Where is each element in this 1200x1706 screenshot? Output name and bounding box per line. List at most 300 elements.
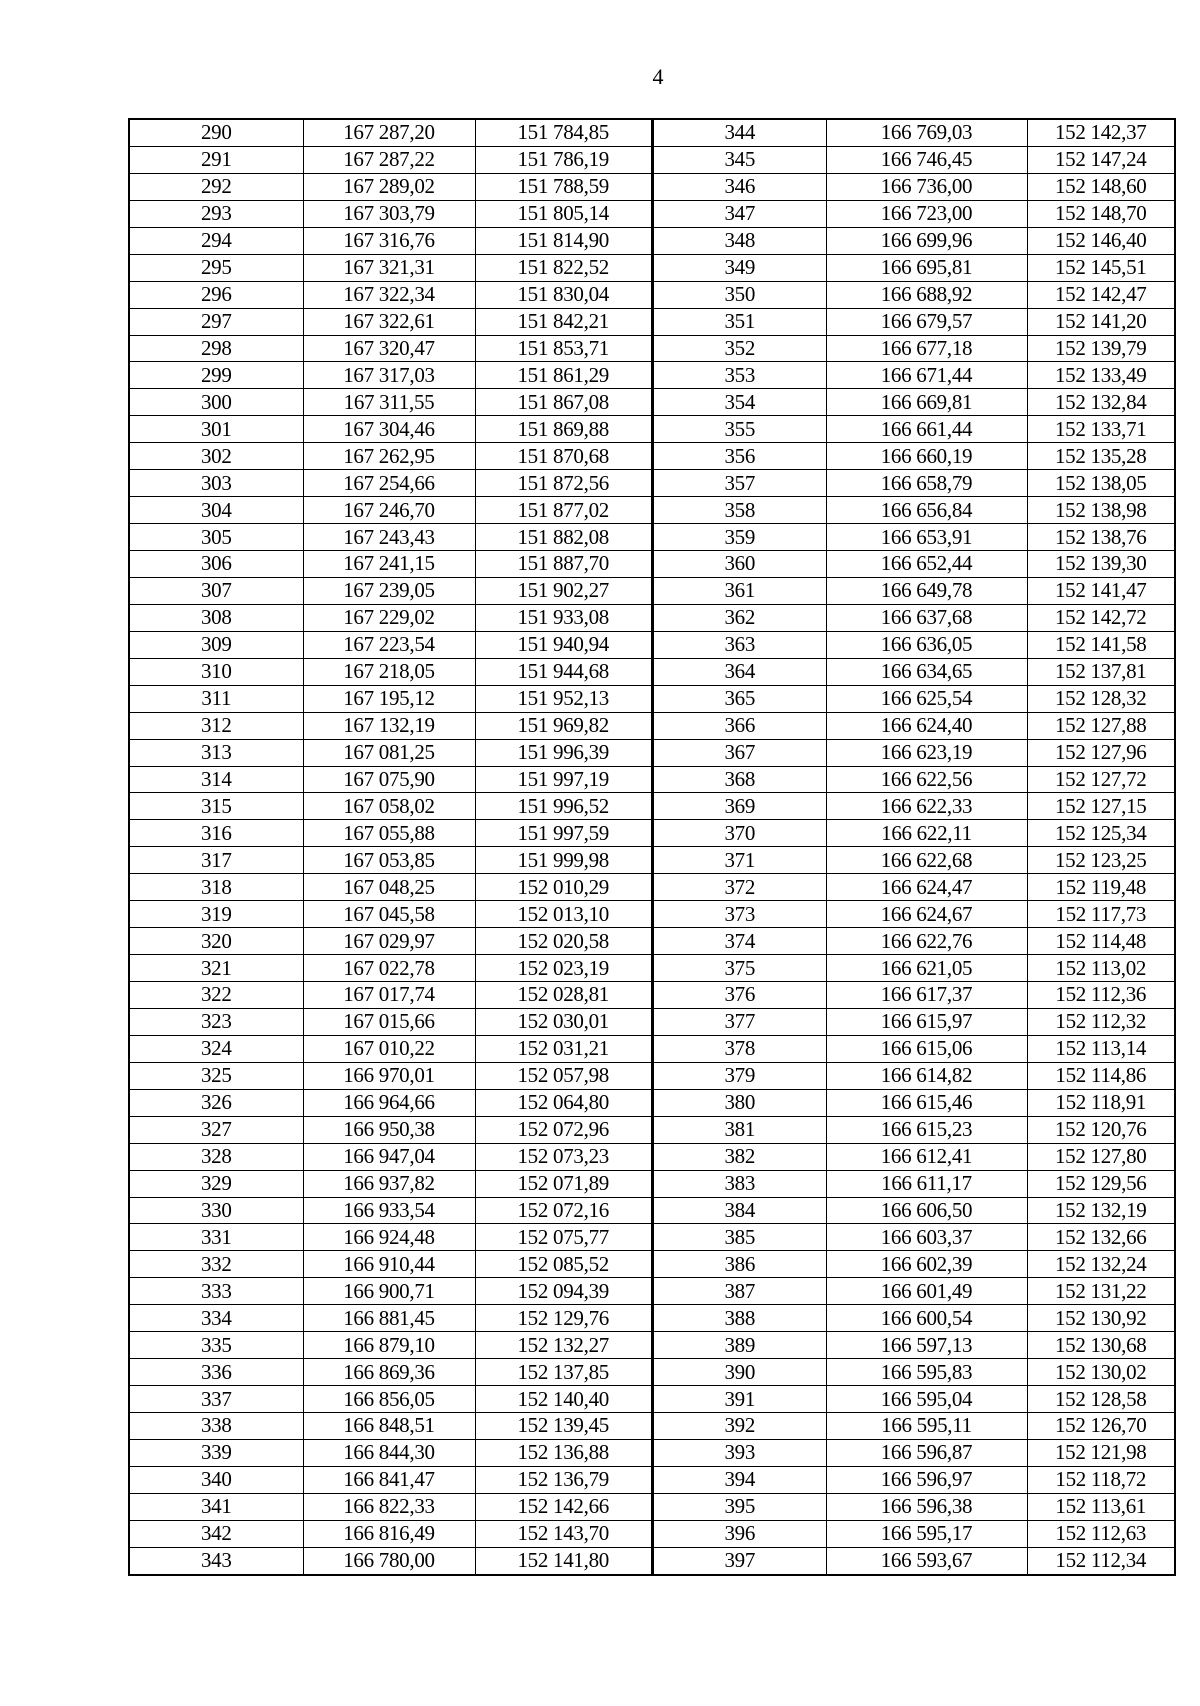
coordinate-x-cell: 166 596,38: [826, 1493, 1027, 1520]
coordinate-y-cell: 152 075,77: [475, 1224, 652, 1251]
point-number-cell: 339: [129, 1439, 303, 1466]
coordinate-y-cell: 152 139,79: [1027, 335, 1175, 362]
table-row: [129, 1332, 652, 1359]
table-row: [653, 1278, 1175, 1305]
coordinate-x-cell: 166 596,87: [826, 1439, 1027, 1466]
coordinate-x-cell: 166 600,54: [826, 1305, 1027, 1332]
coordinate-x-cell: 166 848,51: [303, 1413, 475, 1440]
coordinate-x-cell: 166 621,05: [826, 955, 1027, 982]
point-number-cell: 347: [653, 200, 826, 227]
coordinate-x-cell: 166 656,84: [826, 497, 1027, 524]
coordinate-x-cell: 167 262,95: [303, 443, 475, 470]
coordinate-y-cell: 152 142,66: [475, 1493, 652, 1520]
coordinate-x-cell: 166 950,38: [303, 1116, 475, 1143]
point-number-cell: 374: [653, 928, 826, 955]
coordinate-x-cell: 166 822,33: [303, 1493, 475, 1520]
point-number-cell: 323: [129, 1008, 303, 1035]
table-row: [653, 1224, 1175, 1251]
coordinate-x-cell: 166 669,81: [826, 389, 1027, 416]
coordinate-x-cell: 166 612,41: [826, 1143, 1027, 1170]
table-row: [129, 820, 652, 847]
point-number-cell: 291: [129, 146, 303, 173]
table-row: [653, 874, 1175, 901]
coordinate-x-cell: 166 661,44: [826, 416, 1027, 443]
coordinate-y-cell: 152 131,22: [1027, 1278, 1175, 1305]
coordinate-y-cell: 151 822,52: [475, 254, 652, 281]
coordinate-y-cell: 152 094,39: [475, 1278, 652, 1305]
point-number-cell: 356: [653, 443, 826, 470]
coordinate-x-cell: 166 624,67: [826, 901, 1027, 928]
coordinate-x-cell: 166 634,65: [826, 658, 1027, 685]
coordinate-x-cell: 167 223,54: [303, 631, 475, 658]
point-number-cell: 326: [129, 1089, 303, 1116]
table-row: [129, 658, 652, 685]
point-number-cell: 336: [129, 1359, 303, 1386]
coordinate-y-cell: 152 126,70: [1027, 1413, 1175, 1440]
coordinate-x-cell: 167 239,05: [303, 577, 475, 604]
coordinate-x-cell: 167 075,90: [303, 766, 475, 793]
coordinate-x-cell: 166 624,47: [826, 874, 1027, 901]
coordinate-x-cell: 167 317,03: [303, 362, 475, 389]
coordinate-x-cell: 167 195,12: [303, 685, 475, 712]
point-number-cell: 385: [653, 1224, 826, 1251]
table-row: [129, 1278, 652, 1305]
coordinate-y-cell: 152 130,68: [1027, 1332, 1175, 1359]
coordinate-y-cell: 151 805,14: [475, 200, 652, 227]
table-row: [129, 227, 652, 254]
coordinate-x-cell: 166 844,30: [303, 1439, 475, 1466]
coordinate-y-cell: 152 123,25: [1027, 847, 1175, 874]
coordinate-y-cell: 151 944,68: [475, 658, 652, 685]
coordinate-y-cell: 152 072,96: [475, 1116, 652, 1143]
coordinate-y-cell: 151 786,19: [475, 146, 652, 173]
coordinate-y-cell: 151 784,85: [475, 119, 652, 146]
coordinate-x-cell: 167 029,97: [303, 928, 475, 955]
table-row: [653, 712, 1175, 739]
coordinate-x-cell: 166 746,45: [826, 146, 1027, 173]
point-number-cell: 307: [129, 577, 303, 604]
coordinate-y-cell: 152 114,48: [1027, 928, 1175, 955]
coordinate-x-cell: 166 970,01: [303, 1062, 475, 1089]
coordinate-x-cell: 166 649,78: [826, 577, 1027, 604]
table-row: [653, 1008, 1175, 1035]
point-number-cell: 298: [129, 335, 303, 362]
table-row: [129, 1089, 652, 1116]
table-row: [653, 658, 1175, 685]
table-row: [653, 119, 1175, 146]
table-row: [653, 362, 1175, 389]
coordinate-x-cell: 167 254,66: [303, 470, 475, 497]
coordinate-y-cell: 152 141,80: [475, 1547, 652, 1574]
coordinate-y-cell: 152 137,85: [475, 1359, 652, 1386]
table-row: [129, 254, 652, 281]
table-row: [653, 308, 1175, 335]
coordinate-y-cell: 152 130,02: [1027, 1359, 1175, 1386]
table-row: [129, 335, 652, 362]
coordinate-y-cell: 151 999,98: [475, 847, 652, 874]
coordinate-x-cell: 167 017,74: [303, 982, 475, 1009]
point-number-cell: 338: [129, 1413, 303, 1440]
table-row: [653, 1089, 1175, 1116]
point-number-cell: 332: [129, 1251, 303, 1278]
coordinate-x-cell: 167 022,78: [303, 955, 475, 982]
point-number-cell: 358: [653, 497, 826, 524]
coordinate-x-cell: 166 595,83: [826, 1359, 1027, 1386]
coordinate-y-cell: 152 072,16: [475, 1197, 652, 1224]
point-number-cell: 304: [129, 497, 303, 524]
coordinate-y-cell: 152 141,58: [1027, 631, 1175, 658]
coordinate-x-cell: 166 606,50: [826, 1197, 1027, 1224]
coordinate-x-cell: 167 246,70: [303, 497, 475, 524]
coordinate-y-cell: 152 143,70: [475, 1520, 652, 1547]
point-number-cell: 391: [653, 1386, 826, 1413]
table-row: [129, 308, 652, 335]
coordinate-y-cell: 151 996,39: [475, 739, 652, 766]
point-number-cell: 292: [129, 173, 303, 200]
point-number-cell: 373: [653, 901, 826, 928]
coordinate-x-cell: 166 595,17: [826, 1520, 1027, 1547]
coordinate-x-cell: 166 622,76: [826, 928, 1027, 955]
table-row: [653, 1466, 1175, 1493]
coordinate-x-cell: 167 322,61: [303, 308, 475, 335]
point-number-cell: 333: [129, 1278, 303, 1305]
point-number-cell: 349: [653, 254, 826, 281]
coordinate-y-cell: 152 112,36: [1027, 982, 1175, 1009]
table-row: [129, 524, 652, 551]
coordinate-y-cell: 151 887,70: [475, 551, 652, 578]
coordinate-x-cell: 166 636,05: [826, 631, 1027, 658]
point-number-cell: 296: [129, 281, 303, 308]
coordinate-y-cell: 152 146,40: [1027, 227, 1175, 254]
coordinate-x-cell: 167 218,05: [303, 658, 475, 685]
coordinates-table-right: [652, 118, 1176, 1576]
coordinate-y-cell: 152 141,20: [1027, 308, 1175, 335]
point-number-cell: 372: [653, 874, 826, 901]
coordinate-x-cell: 166 947,04: [303, 1143, 475, 1170]
table-row: [653, 928, 1175, 955]
point-number-cell: 293: [129, 200, 303, 227]
coordinate-x-cell: 166 615,46: [826, 1089, 1027, 1116]
table-row: [653, 1386, 1175, 1413]
point-number-cell: 389: [653, 1332, 826, 1359]
coordinate-x-cell: 166 723,00: [826, 200, 1027, 227]
table-row: [653, 631, 1175, 658]
coordinate-x-cell: 166 736,00: [826, 173, 1027, 200]
point-number-cell: 321: [129, 955, 303, 982]
table-row: [653, 847, 1175, 874]
coordinate-x-cell: 166 637,68: [826, 604, 1027, 631]
coordinate-y-cell: 152 127,15: [1027, 793, 1175, 820]
table-row: [129, 901, 652, 928]
point-number-cell: 312: [129, 712, 303, 739]
table-row: [129, 1224, 652, 1251]
table-row: [653, 1305, 1175, 1332]
coordinate-x-cell: 167 081,25: [303, 739, 475, 766]
point-number-cell: 384: [653, 1197, 826, 1224]
table-row: [653, 497, 1175, 524]
coordinate-x-cell: 167 058,02: [303, 793, 475, 820]
coordinate-y-cell: 152 112,32: [1027, 1008, 1175, 1035]
point-number-cell: 317: [129, 847, 303, 874]
point-number-cell: 290: [129, 119, 303, 146]
coordinate-x-cell: 166 679,57: [826, 308, 1027, 335]
table-row: [653, 416, 1175, 443]
point-number-cell: 363: [653, 631, 826, 658]
coordinate-y-cell: 152 139,45: [475, 1413, 652, 1440]
point-number-cell: 327: [129, 1116, 303, 1143]
point-number-cell: 367: [653, 739, 826, 766]
point-number-cell: 364: [653, 658, 826, 685]
coordinate-y-cell: 152 142,37: [1027, 119, 1175, 146]
table-row: [129, 1466, 652, 1493]
coordinate-x-cell: 166 597,13: [826, 1332, 1027, 1359]
point-number-cell: 377: [653, 1008, 826, 1035]
coordinate-y-cell: 152 112,63: [1027, 1520, 1175, 1547]
coordinate-y-cell: 152 120,76: [1027, 1116, 1175, 1143]
coordinate-y-cell: 152 117,73: [1027, 901, 1175, 928]
table-row: [653, 739, 1175, 766]
point-number-cell: 314: [129, 766, 303, 793]
table-row: [129, 766, 652, 793]
coordinate-x-cell: 167 316,76: [303, 227, 475, 254]
coordinates-table-left: [128, 118, 653, 1576]
table-row: [653, 793, 1175, 820]
coordinate-x-cell: 166 623,19: [826, 739, 1027, 766]
coordinate-y-cell: 152 030,01: [475, 1008, 652, 1035]
table-row: [129, 1035, 652, 1062]
table-row: [129, 1251, 652, 1278]
point-number-cell: 319: [129, 901, 303, 928]
coordinate-x-cell: 167 304,46: [303, 416, 475, 443]
table-row: [129, 1116, 652, 1143]
table-row: [653, 1520, 1175, 1547]
point-number-cell: 295: [129, 254, 303, 281]
point-number-cell: 329: [129, 1170, 303, 1197]
table-row: [129, 1008, 652, 1035]
coordinate-y-cell: 152 142,47: [1027, 281, 1175, 308]
table-row: [129, 497, 652, 524]
coordinate-x-cell: 167 045,58: [303, 901, 475, 928]
coordinate-y-cell: 152 128,32: [1027, 685, 1175, 712]
coordinate-y-cell: 152 142,72: [1027, 604, 1175, 631]
coordinate-y-cell: 152 136,79: [475, 1466, 652, 1493]
coordinate-y-cell: 152 138,76: [1027, 524, 1175, 551]
table-row: [129, 928, 652, 955]
coordinate-y-cell: 152 148,70: [1027, 200, 1175, 227]
coordinate-y-cell: 152 133,71: [1027, 416, 1175, 443]
point-number-cell: 383: [653, 1170, 826, 1197]
table-row: [653, 200, 1175, 227]
coordinate-y-cell: 151 814,90: [475, 227, 652, 254]
coordinate-y-cell: 152 113,02: [1027, 955, 1175, 982]
coordinate-y-cell: 152 119,48: [1027, 874, 1175, 901]
coordinate-y-cell: 151 830,04: [475, 281, 652, 308]
point-number-cell: 324: [129, 1035, 303, 1062]
table-row: [653, 1413, 1175, 1440]
table-row: [129, 173, 652, 200]
table-row: [653, 173, 1175, 200]
coordinate-y-cell: 152 057,98: [475, 1062, 652, 1089]
coordinate-y-cell: 151 969,82: [475, 712, 652, 739]
table-row: [653, 254, 1175, 281]
coordinate-x-cell: 166 615,97: [826, 1008, 1027, 1035]
table-row: [129, 1143, 652, 1170]
point-number-cell: 316: [129, 820, 303, 847]
table-row: [129, 551, 652, 578]
coordinate-x-cell: 166 625,54: [826, 685, 1027, 712]
coordinate-y-cell: 152 145,51: [1027, 254, 1175, 281]
table-row: [129, 874, 652, 901]
coordinate-x-cell: 167 015,66: [303, 1008, 475, 1035]
point-number-cell: 397: [653, 1547, 826, 1574]
table-row: [653, 281, 1175, 308]
coordinate-y-cell: 152 028,81: [475, 982, 652, 1009]
coordinate-y-cell: 152 064,80: [475, 1089, 652, 1116]
point-number-cell: 396: [653, 1520, 826, 1547]
coordinate-x-cell: 166 695,81: [826, 254, 1027, 281]
coordinate-y-cell: 152 132,24: [1027, 1251, 1175, 1278]
coordinate-y-cell: 152 113,61: [1027, 1493, 1175, 1520]
coordinate-y-cell: 152 071,89: [475, 1170, 652, 1197]
coordinate-x-cell: 166 615,23: [826, 1116, 1027, 1143]
point-number-cell: 379: [653, 1062, 826, 1089]
coordinate-y-cell: 151 902,27: [475, 577, 652, 604]
coordinate-x-cell: 166 617,37: [826, 982, 1027, 1009]
coordinate-y-cell: 151 940,94: [475, 631, 652, 658]
coordinate-x-cell: 166 622,68: [826, 847, 1027, 874]
table-row: [129, 281, 652, 308]
point-number-cell: 337: [129, 1386, 303, 1413]
table-row: [129, 739, 652, 766]
coordinate-x-cell: 166 652,44: [826, 551, 1027, 578]
table-row: [129, 955, 652, 982]
coordinate-y-cell: 151 872,56: [475, 470, 652, 497]
coordinate-x-cell: 166 881,45: [303, 1305, 475, 1332]
point-number-cell: 381: [653, 1116, 826, 1143]
point-number-cell: 310: [129, 658, 303, 685]
point-number-cell: 305: [129, 524, 303, 551]
coordinate-y-cell: 152 020,58: [475, 928, 652, 955]
coordinate-x-cell: 166 677,18: [826, 335, 1027, 362]
coordinate-x-cell: 166 660,19: [826, 443, 1027, 470]
table-row: [653, 604, 1175, 631]
point-number-cell: 343: [129, 1547, 303, 1574]
coordinate-y-cell: 152 114,86: [1027, 1062, 1175, 1089]
point-number-cell: 315: [129, 793, 303, 820]
point-number-cell: 390: [653, 1359, 826, 1386]
coordinate-x-cell: 167 055,88: [303, 820, 475, 847]
table-row: [653, 901, 1175, 928]
point-number-cell: 311: [129, 685, 303, 712]
coordinate-y-cell: 151 997,59: [475, 820, 652, 847]
point-number-cell: 341: [129, 1493, 303, 1520]
point-number-cell: 348: [653, 227, 826, 254]
table-row: [129, 1062, 652, 1089]
coordinate-y-cell: 152 129,76: [475, 1305, 652, 1332]
coordinate-y-cell: 151 842,21: [475, 308, 652, 335]
coordinate-x-cell: 166 769,03: [826, 119, 1027, 146]
coordinate-x-cell: 167 053,85: [303, 847, 475, 874]
coordinate-x-cell: 166 910,44: [303, 1251, 475, 1278]
table-row: [129, 577, 652, 604]
table-row: [129, 119, 652, 146]
coordinate-y-cell: 152 129,56: [1027, 1170, 1175, 1197]
table-row: [653, 551, 1175, 578]
point-number-cell: 334: [129, 1305, 303, 1332]
point-number-cell: 303: [129, 470, 303, 497]
point-number-cell: 360: [653, 551, 826, 578]
coordinate-y-cell: 151 933,08: [475, 604, 652, 631]
coordinate-y-cell: 151 869,88: [475, 416, 652, 443]
point-number-cell: 352: [653, 335, 826, 362]
table-row: [653, 766, 1175, 793]
coordinate-y-cell: 152 010,29: [475, 874, 652, 901]
table-row: [129, 1439, 652, 1466]
point-number-cell: 392: [653, 1413, 826, 1440]
table-row: [129, 604, 652, 631]
table-row: [129, 982, 652, 1009]
coordinate-y-cell: 152 148,60: [1027, 173, 1175, 200]
point-number-cell: 354: [653, 389, 826, 416]
coordinate-x-cell: 166 614,82: [826, 1062, 1027, 1089]
table-row: [653, 443, 1175, 470]
point-number-cell: 369: [653, 793, 826, 820]
coordinate-y-cell: 152 135,28: [1027, 443, 1175, 470]
coordinate-x-cell: 167 287,20: [303, 119, 475, 146]
table-row: [653, 1547, 1175, 1574]
coordinate-x-cell: 166 924,48: [303, 1224, 475, 1251]
table-row: [653, 1062, 1175, 1089]
coordinate-y-cell: 152 073,23: [475, 1143, 652, 1170]
point-number-cell: 309: [129, 631, 303, 658]
coordinate-y-cell: 152 127,96: [1027, 739, 1175, 766]
coordinate-y-cell: 152 132,84: [1027, 389, 1175, 416]
point-number-cell: 308: [129, 604, 303, 631]
coordinate-y-cell: 151 788,59: [475, 173, 652, 200]
table-row: [129, 389, 652, 416]
table-row: [129, 631, 652, 658]
point-number-cell: 387: [653, 1278, 826, 1305]
coordinate-x-cell: 166 964,66: [303, 1089, 475, 1116]
coordinate-y-cell: 152 113,14: [1027, 1035, 1175, 1062]
coordinate-x-cell: 167 322,34: [303, 281, 475, 308]
point-number-cell: 370: [653, 820, 826, 847]
coordinate-y-cell: 152 031,21: [475, 1035, 652, 1062]
coordinate-x-cell: 166 624,40: [826, 712, 1027, 739]
coordinate-x-cell: 166 671,44: [826, 362, 1027, 389]
coordinate-x-cell: 167 311,55: [303, 389, 475, 416]
point-number-cell: 359: [653, 524, 826, 551]
coordinate-y-cell: 151 870,68: [475, 443, 652, 470]
table-row: [653, 577, 1175, 604]
point-number-cell: 342: [129, 1520, 303, 1547]
coordinate-y-cell: 152 127,80: [1027, 1143, 1175, 1170]
coordinate-x-cell: 166 841,47: [303, 1466, 475, 1493]
point-number-cell: 318: [129, 874, 303, 901]
coordinate-x-cell: 166 937,82: [303, 1170, 475, 1197]
point-number-cell: 378: [653, 1035, 826, 1062]
table-row: [129, 1413, 652, 1440]
coordinate-x-cell: 167 243,43: [303, 524, 475, 551]
table-row: [129, 685, 652, 712]
coordinate-x-cell: 167 303,79: [303, 200, 475, 227]
point-number-cell: 331: [129, 1224, 303, 1251]
point-number-cell: 344: [653, 119, 826, 146]
table-row: [653, 1143, 1175, 1170]
coordinate-x-cell: 166 780,00: [303, 1547, 475, 1574]
point-number-cell: 335: [129, 1332, 303, 1359]
point-number-cell: 380: [653, 1089, 826, 1116]
